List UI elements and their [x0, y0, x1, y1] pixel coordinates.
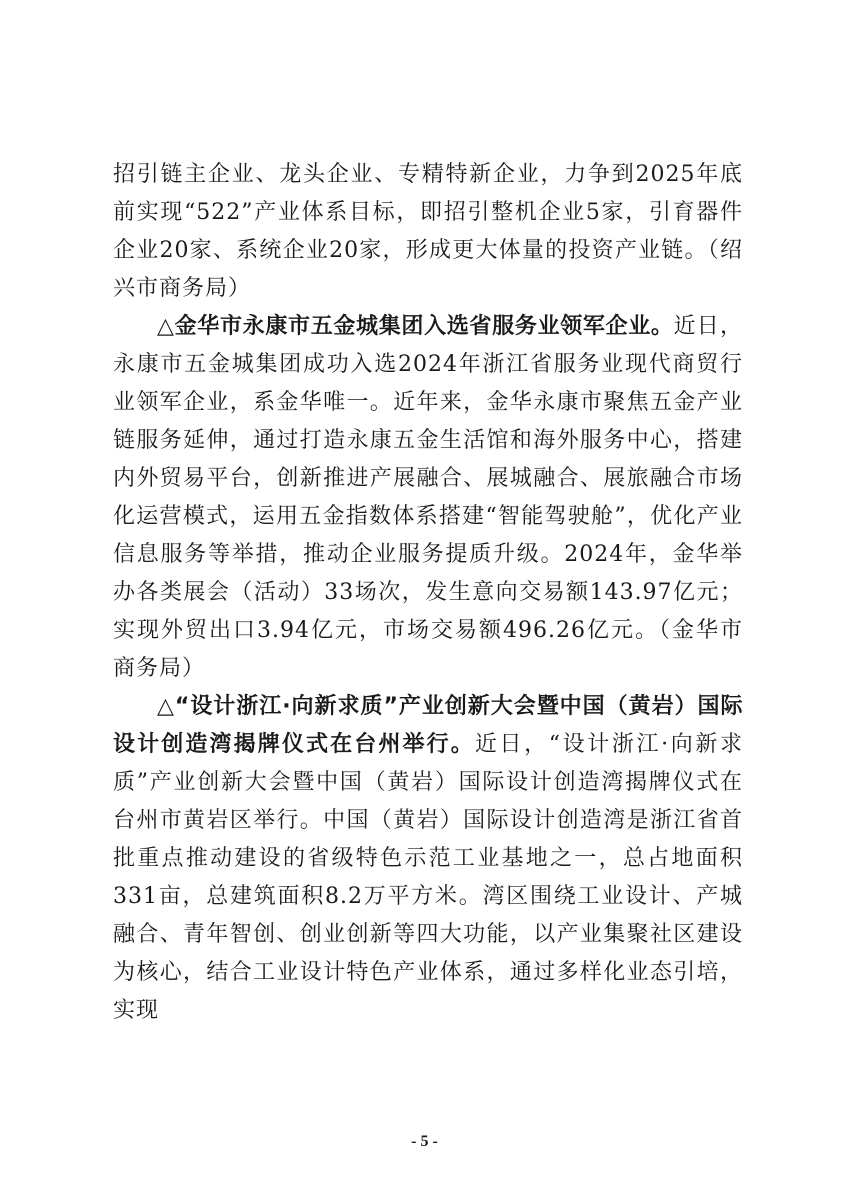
paragraph-lead: △金华市永康市五金城集团入选省服务业领军企业。 [157, 314, 674, 339]
paragraph-taizhou [113, 688, 743, 1030]
paragraph-lead: △“设计浙江·向新求质”产业创新大会暨中国（黄岩）国际设计创造湾揭牌仪式在台州举行。 [113, 694, 743, 757]
body-text [113, 156, 743, 1030]
paragraph-body: 近日，“设计浙江·向新求质”产业创新大会暨中国（黄岩）国际设计创造湾揭牌仪式在台州市黄岩区举行。中国（黄岩）国际设计创造湾是浙江省首批重点推动建设的省级特色示范工业基地之一，总占地面积331亩，总建筑面积8.2万平方米。湾区围绕工业设计、产城融合、青年智创、创业创新等四大功能，以产业集聚社区建设为核心，结合工业设计特色产业体系，通过多样化业态引培，实现 [113, 732, 743, 1023]
paragraph-body: 招引链主企业、龙头企业、专精特新企业，力争到2025年底前实现“522”产业体系目标，即招引整机企业5家，引育器件企业20家、系统企业20家，形成更大体量的投资产业链。（绍兴市商务局） [113, 162, 743, 301]
paragraph-continuation [113, 156, 743, 308]
paragraph-jinhua [113, 308, 743, 688]
page-number: - 5 - [411, 1133, 438, 1150]
paragraph-body: 近日，永康市五金城集团成功入选2024年浙江省服务业现代商贸行业领军企业，系金华唯一。近年来，金华永康市聚焦五金产业链服务延伸，通过打造永康五金生活馆和海外服务中心，搭建内外贸易平台，创新推进产展融合、展城融合、展旅融合市场化运营模式，运用五金指数体系搭建“智能驾驶舱”，优化产业信息服务等举措，推动企业服务提质升级。2024年，金华举办各类展会（活动）33场次，发生意向交易额143.97亿元；实现外贸出口3.94亿元，市场交易额496.26亿元。（金华市商务局） [113, 314, 743, 681]
